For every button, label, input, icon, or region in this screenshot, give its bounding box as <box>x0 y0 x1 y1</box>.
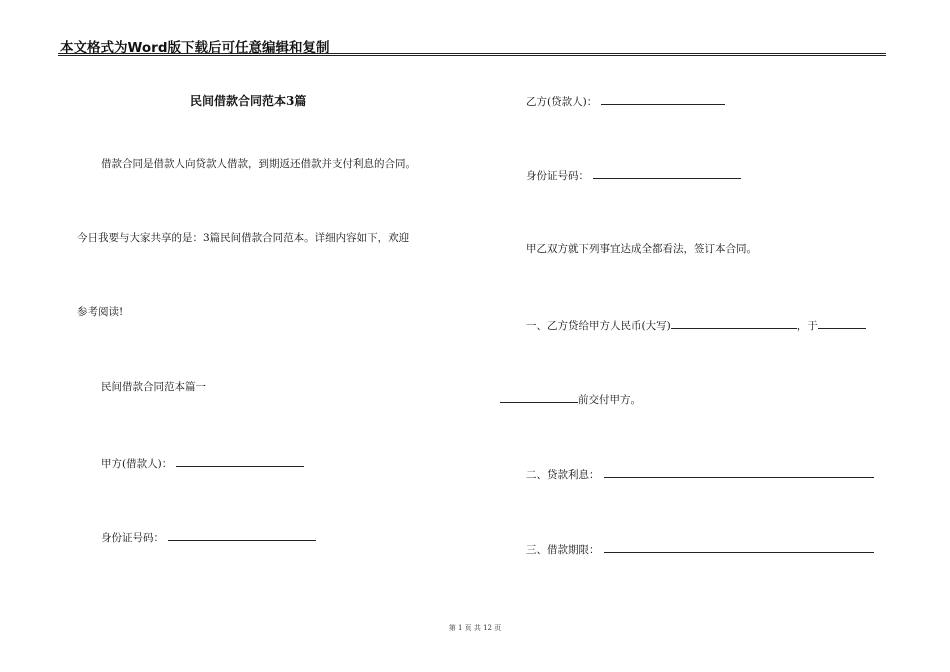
page-footer: 第 1 页 共 12 页 <box>448 624 502 632</box>
party-b-label: 乙方(贷款人)： <box>526 96 598 108</box>
agreement-text: 甲乙双方就下列事宜达成全都看法，签订本合同。 <box>526 243 757 255</box>
party-a-field <box>101 455 304 471</box>
clause-1-prefix: 一、乙方贷给甲方人民币(大写) <box>526 320 671 332</box>
clause-1-suffix: 前交付甲方。 <box>578 394 641 406</box>
date-blank <box>818 317 866 329</box>
amount-blank <box>671 317 797 329</box>
party-a-label: 甲方(借款人)： <box>101 458 173 470</box>
left-id-blank <box>168 529 316 541</box>
section-title: 民间借款合同范本篇一 <box>101 381 206 393</box>
clause-2-label: 二、贷款利息： <box>526 469 600 481</box>
clause-1-mid: ，于 <box>796 320 818 332</box>
share-paragraph-line2: 参考阅读! <box>77 306 124 318</box>
party-a-blank <box>176 455 304 467</box>
left-id-field <box>101 529 316 545</box>
party-b-field <box>526 93 725 109</box>
term-blank <box>604 541 874 553</box>
clause-3-label: 三、借款期限： <box>526 544 600 556</box>
document-title: 民间借款合同范本3篇 <box>190 94 307 108</box>
header-title: 本文格式为Word版下载后可任意编辑和复制 <box>60 40 330 56</box>
interest-blank <box>604 466 874 478</box>
right-id-label: 身份证号码： <box>526 170 589 182</box>
clause-3-field <box>526 541 874 557</box>
date-blank-cont <box>500 391 578 403</box>
right-id-blank <box>593 167 741 179</box>
clause-1-line1 <box>526 317 866 333</box>
share-paragraph-line1: 今日我要与大家共享的是：3篇民间借款合同范本。详细内容如下，欢迎 <box>77 232 410 244</box>
clause-1-line2 <box>500 391 641 407</box>
clause-2-field <box>526 466 874 482</box>
party-b-blank <box>601 93 725 105</box>
intro-paragraph: 借款合同是借款人向贷款人借款，到期返还借款并支付利息的合同。 <box>101 158 416 170</box>
header-rule <box>58 53 886 56</box>
left-id-label: 身份证号码： <box>101 532 164 544</box>
right-id-field <box>526 167 741 183</box>
